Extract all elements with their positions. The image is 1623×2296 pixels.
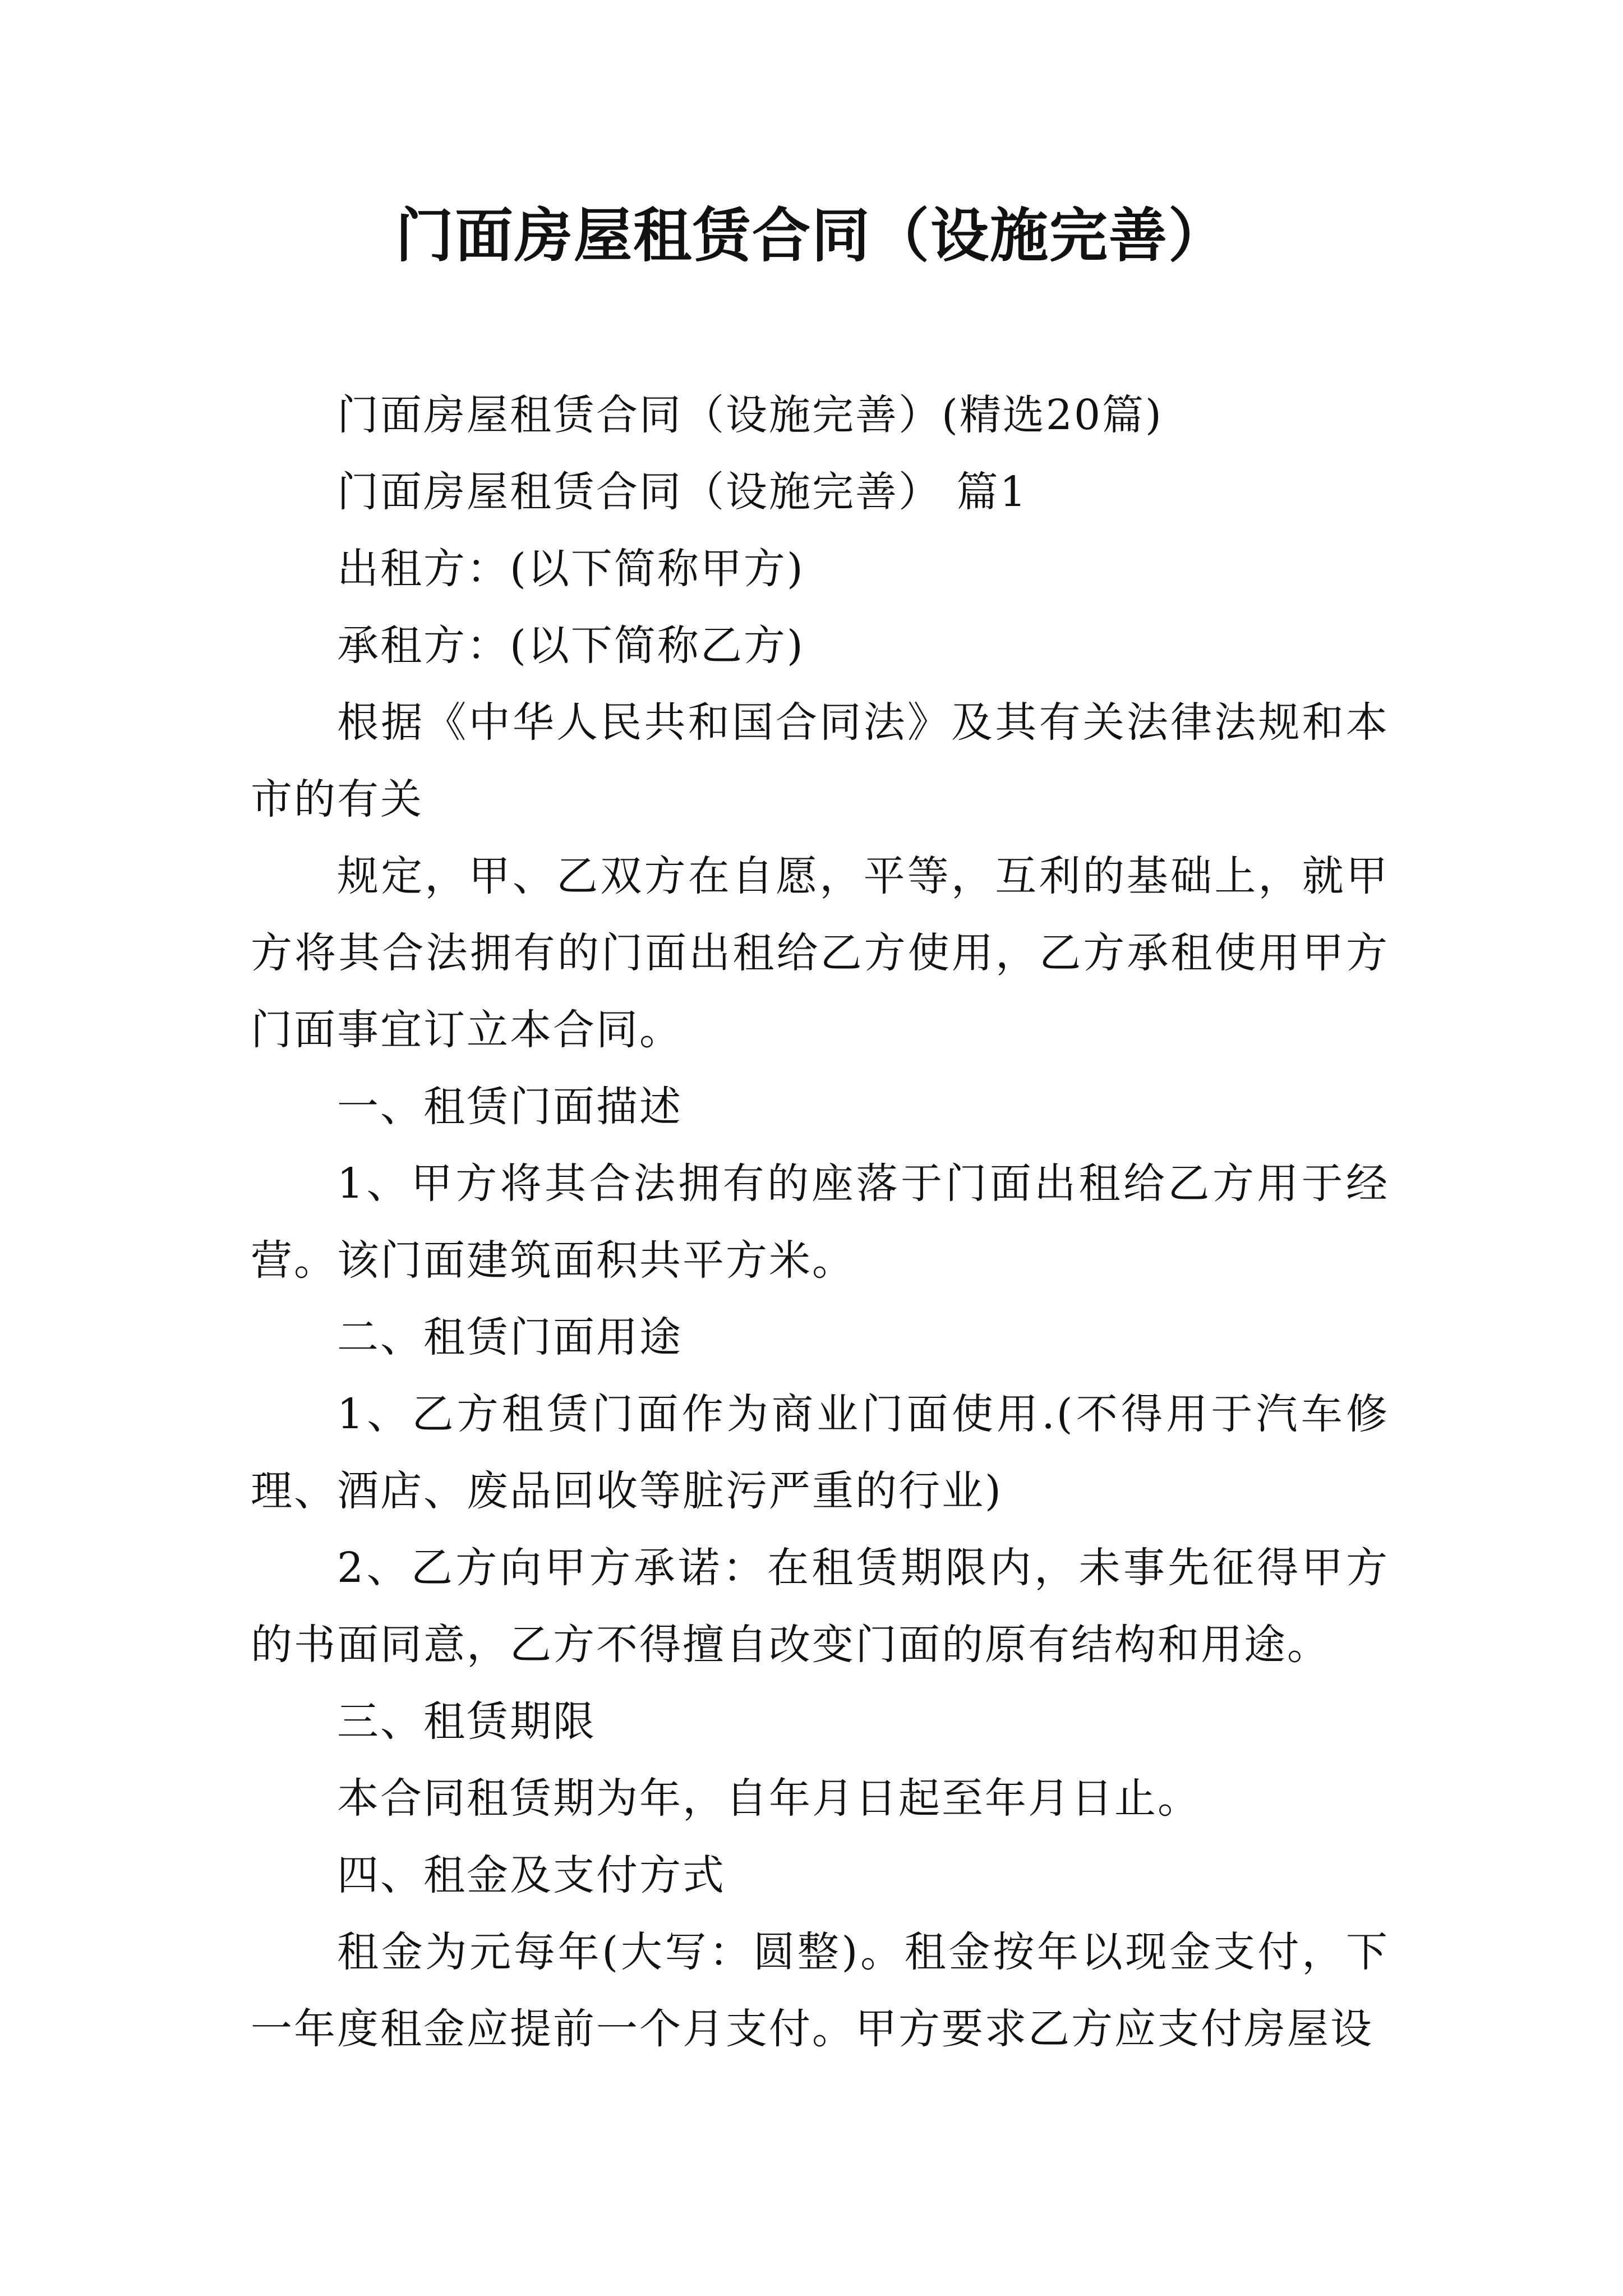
paragraph-rent: 租金为元每年(大写：圆整)。租金按年以现金支付，下一年度租金应提前一个月支付。甲方要求乙方应支付房屋设	[251, 1928, 1389, 2053]
paragraph-usage-2: 2、乙方向甲方承诺：在租赁期限内，未事先征得甲方的书面同意，乙方不得擅自改变门面的原有结构和用途。	[251, 1544, 1389, 1669]
document-title: 门面房屋租赁合同（设施完善）	[395, 201, 1228, 270]
paragraph-collection-title: 门面房屋租赁合同（设施完善）(精选20篇)	[337, 391, 1163, 439]
paragraph-heading-term: 三、租赁期限	[337, 1697, 596, 1746]
paragraph-agreement: 规定，甲、乙双方在自愿，平等，互利的基础上，就甲方将其合法拥有的门面出租给乙方使用，乙方承租使用甲方门面事宜订立本合同。	[251, 852, 1389, 1054]
paragraph-lessee: 承租方：(以下简称乙方)	[337, 622, 805, 670]
paragraph-heading-rent: 四、租金及支付方式	[337, 1851, 726, 1899]
paragraph-description-1: 1、甲方将其合法拥有的座落于门面出租给乙方用于经营。该门面建筑面积共平方米。	[251, 1159, 1389, 1285]
document-body	[251, 377, 1389, 2068]
paragraph-heading-description: 一、租赁门面描述	[337, 1083, 683, 1131]
paragraph-legal-basis: 根据《中华人民共和国合同法》及其有关法律法规和本市的有关	[251, 698, 1389, 823]
paragraph-section-heading: 门面房屋租赁合同（设施完善） 篇1	[337, 468, 1028, 516]
paragraph-term: 本合同租赁期为年，自年月日起至年月日止。	[337, 1774, 1201, 1823]
paragraph-heading-usage: 二、租赁门面用途	[337, 1313, 683, 1361]
paragraph-usage-1: 1、乙方租赁门面作为商业门面使用.(不得用于汽车修理、酒店、废品回收等脏污严重的行业)	[251, 1390, 1389, 1515]
paragraph-lessor: 出租方：(以下简称甲方)	[337, 545, 805, 593]
